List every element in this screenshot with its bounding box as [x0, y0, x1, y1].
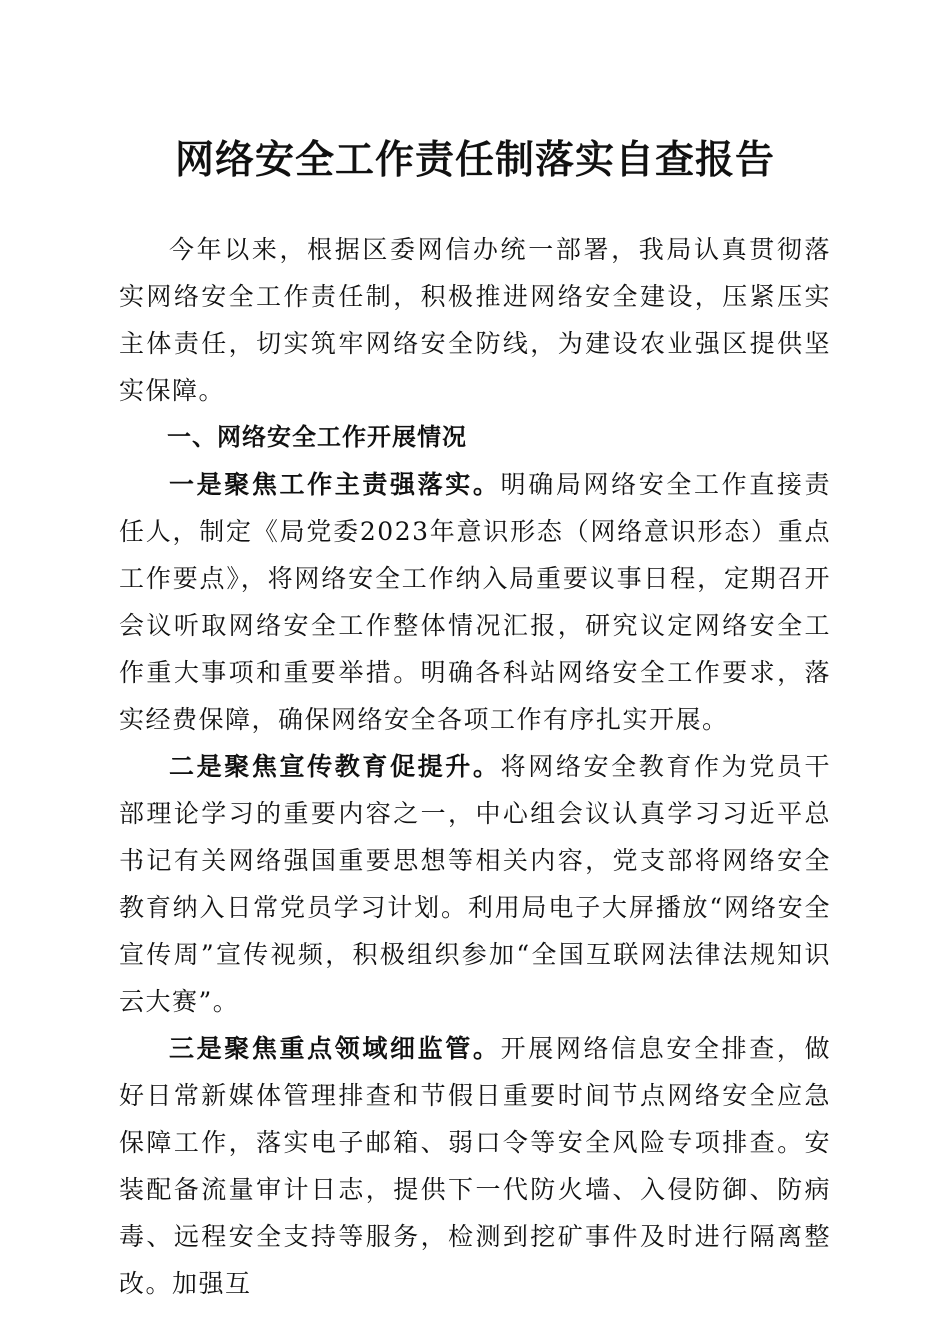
item-lead-3: 三是聚焦重点领域细监管。 [169, 1034, 501, 1063]
item-lead-2: 二是聚焦宣传教育促提升。 [169, 752, 501, 781]
item-paragraph-2 [119, 743, 831, 1025]
item-paragraph-1 [119, 461, 831, 743]
document-title: 网络安全工作责任制落实自查报告 [174, 137, 775, 183]
item-text-3: 开展网络信息安全排查，做好日常新媒体管理排查和节假日重要时间节点网络安全应急保障工作，落实电子邮箱、弱口令等安全风险专项排查。安装配备流量审计日志，提供下一代防火墙、入侵防御、防病毒、远程安全支持等服务，检测到挖矿事件及时进行隔离整改。加强互 [119, 1034, 831, 1298]
section-heading: 一、网络安全工作开展情况 [167, 423, 467, 451]
item-lead-1: 一是聚焦工作主责强落实。 [169, 470, 501, 499]
document-body [119, 226, 831, 1307]
item-text-1: 明确局网络安全工作直接责任人，制定《局党委2023年意识形态（网络意识形态）重点工作要点》，将网络安全工作纳入局重要议事日程，定期召开会议听取网络安全工作整体情况汇报，研究议定网络安全工作重大事项和重要举措。明确各科站网络安全工作要求，落实经费保障，确保网络安全各项工作有序扎实开展。 [119, 470, 831, 734]
item-text-2: 将网络安全教育作为党员干部理论学习的重要内容之一，中心组会议认真学习习近平总书记有关网络强国重要思想等相关内容，党支部将网络安全教育纳入日常党员学习计划。利用局电子大屏播放“网络安全宣传周”宣传视频，积极组织参加“全国互联网法律法规知识云大赛”。 [119, 752, 831, 1016]
item-paragraph-3 [119, 1025, 831, 1307]
intro-paragraph: 今年以来，根据区委网信办统一部署，我局认真贯彻落实网络安全工作责任制，积极推进网络安全建设，压紧压实主体责任，切实筑牢网络安全防线，为建设农业强区提供坚实保障。 [119, 235, 831, 405]
